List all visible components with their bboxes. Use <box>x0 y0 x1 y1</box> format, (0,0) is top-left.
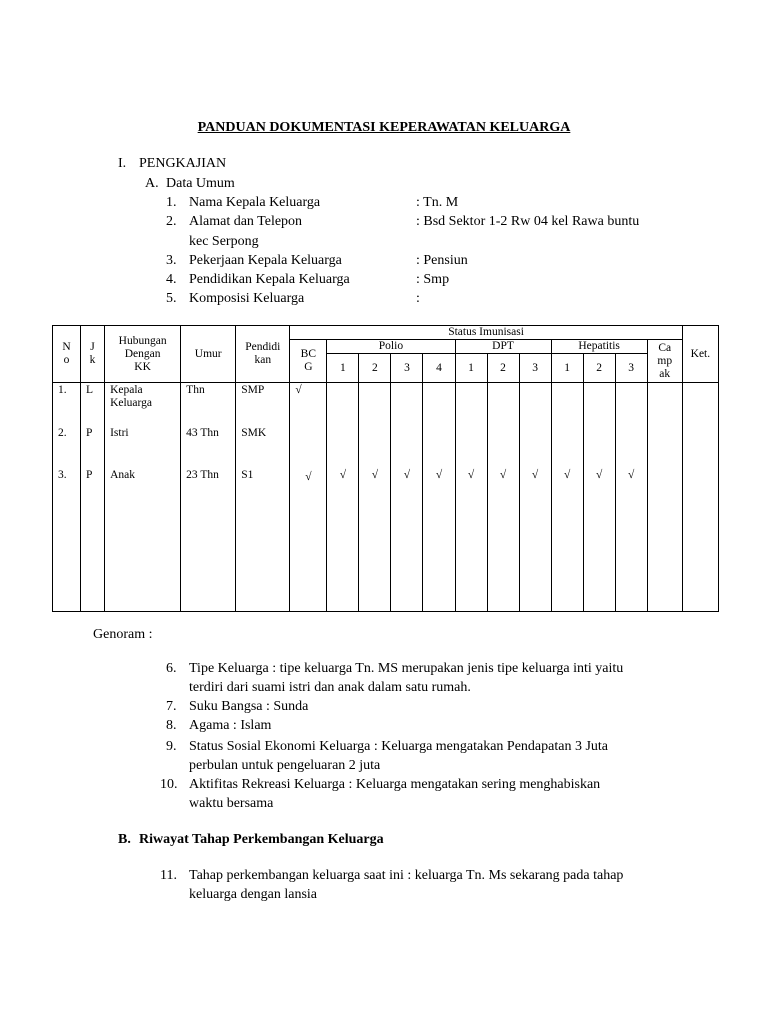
table-row <box>53 468 719 612</box>
list-item-number: 11. <box>160 868 177 883</box>
check-mark: √ <box>583 468 615 612</box>
header-dose: 3 <box>391 354 423 383</box>
list-item-number: 7. <box>166 699 177 714</box>
cell-hubungan: Kepala Keluarga <box>105 383 181 427</box>
list-item-label: Alamat dan Telepon <box>189 214 303 229</box>
family-composition-table <box>52 325 719 612</box>
header-jk: J k <box>81 326 105 383</box>
cell-umur: Thn <box>181 383 236 427</box>
list-item-number: 2. <box>166 214 177 229</box>
check-mark: √ <box>423 468 455 612</box>
check-mark: √ <box>327 468 359 612</box>
table-row <box>53 383 719 427</box>
section-number: I. <box>118 156 127 171</box>
header-umur: Umur <box>181 326 236 383</box>
cell-jk: P <box>81 426 105 468</box>
list-item-text: perbulan untuk pengeluaran 2 juta <box>189 758 381 773</box>
table-row <box>53 426 719 468</box>
list-item-text: keluarga dengan lansia <box>189 887 318 902</box>
list-item-number: 8. <box>166 718 177 733</box>
list-item-text: Tipe Keluarga : tipe keluarga Tn. MS merupakan jenis tipe keluarga inti yaitu <box>189 661 624 676</box>
cell-jk: P <box>81 468 105 612</box>
cell-no: 3. <box>53 468 81 612</box>
list-item-label: Komposisi Keluarga <box>189 291 305 306</box>
cell-umur: 43 Thn <box>181 426 236 468</box>
header-dose: 2 <box>487 354 519 383</box>
list-item-label-continued: kec Serpong <box>189 234 259 249</box>
header-status-imunisasi: Status Imunisasi <box>290 326 682 340</box>
header-dose: 3 <box>519 354 551 383</box>
list-item-value: : Tn. M <box>416 195 459 210</box>
list-item-label: Nama Kepala Keluarga <box>189 195 321 210</box>
list-item-value: : Pensiun <box>416 253 468 268</box>
header-dose: 1 <box>455 354 487 383</box>
cell-no: 1. <box>53 383 81 427</box>
header-pendidikan: Pendidi kan <box>236 326 290 383</box>
cell-no: 2. <box>53 426 81 468</box>
list-item-label: Pekerjaan Kepala Keluarga <box>189 253 342 268</box>
header-dose: 2 <box>583 354 615 383</box>
header-hepatitis: Hepatitis <box>551 340 647 354</box>
cell-hubungan: Istri <box>105 426 181 468</box>
subsection-heading: Riwayat Tahap Perkembangan Keluarga <box>139 832 384 847</box>
header-bcg: BC G <box>290 340 327 383</box>
list-item-number: 10. <box>160 777 178 792</box>
cell-hubungan: Anak <box>105 468 181 612</box>
check-mark: √ <box>290 383 327 427</box>
list-item-number: 1. <box>166 195 177 210</box>
genoram-label: Genoram : <box>93 627 153 642</box>
check-mark: √ <box>519 468 551 612</box>
list-item-text: Agama : Islam <box>189 718 272 733</box>
list-item-number: 5. <box>166 291 177 306</box>
header-ket: Ket. <box>682 326 718 383</box>
cell-jk: L <box>81 383 105 427</box>
subsection-number: B. <box>118 832 131 847</box>
subsection-heading: Data Umum <box>166 176 235 191</box>
page-title: PANDUAN DOKUMENTASI KEPERAWATAN KELUARGA <box>197 120 571 135</box>
list-item-number: 3. <box>166 253 177 268</box>
check-mark: √ <box>487 468 519 612</box>
header-dose: 1 <box>327 354 359 383</box>
list-item-number: 6. <box>166 661 177 676</box>
check-mark: √ <box>615 468 647 612</box>
list-item-text: Aktifitas Rekreasi Keluarga : Keluarga mengatakan sering menghabiskan <box>189 777 601 792</box>
list-item-text: Status Sosial Ekonomi Keluarga : Keluarga mengatakan Pendapatan 3 Juta <box>189 739 608 754</box>
header-dpt: DPT <box>455 340 551 354</box>
header-dose: 3 <box>615 354 647 383</box>
list-item-value: : <box>416 291 420 306</box>
subsection-number: A. <box>145 176 159 191</box>
check-mark: √ <box>391 468 423 612</box>
list-item-number: 4. <box>166 272 177 287</box>
check-mark: √ <box>551 468 583 612</box>
cell-umur: 23 Thn <box>181 468 236 612</box>
list-item-text: Suku Bangsa : Sunda <box>189 699 309 714</box>
check-mark: √ <box>359 468 391 612</box>
list-item-text: Tahap perkembangan keluarga saat ini : keluarga Tn. Ms sekarang pada tahap <box>189 868 624 883</box>
section-heading: PENGKAJIAN <box>139 156 227 171</box>
cell-pendidikan: S1 <box>236 468 290 612</box>
check-mark: √ <box>455 468 487 612</box>
header-hubungan: Hubungan Dengan KK <box>105 326 181 383</box>
list-item-number: 9. <box>166 739 177 754</box>
list-item-value: : Smp <box>416 272 450 287</box>
header-no: N o <box>53 326 81 383</box>
header-polio: Polio <box>327 340 455 354</box>
list-item-text: waktu bersama <box>189 796 274 811</box>
header-dose: 1 <box>551 354 583 383</box>
list-item-text: terdiri dari suami istri dan anak dalam satu rumah. <box>189 680 471 695</box>
header-dose: 4 <box>423 354 455 383</box>
header-campak: Ca mp ak <box>647 340 682 383</box>
check-mark: √ <box>290 468 327 612</box>
cell-pendidikan: SMK <box>236 426 290 468</box>
header-dose: 2 <box>359 354 391 383</box>
list-item-label: Pendidikan Kepala Keluarga <box>189 272 350 287</box>
cell-pendidikan: SMP <box>236 383 290 427</box>
list-item-value: : Bsd Sektor 1-2 Rw 04 kel Rawa buntu <box>416 214 640 229</box>
